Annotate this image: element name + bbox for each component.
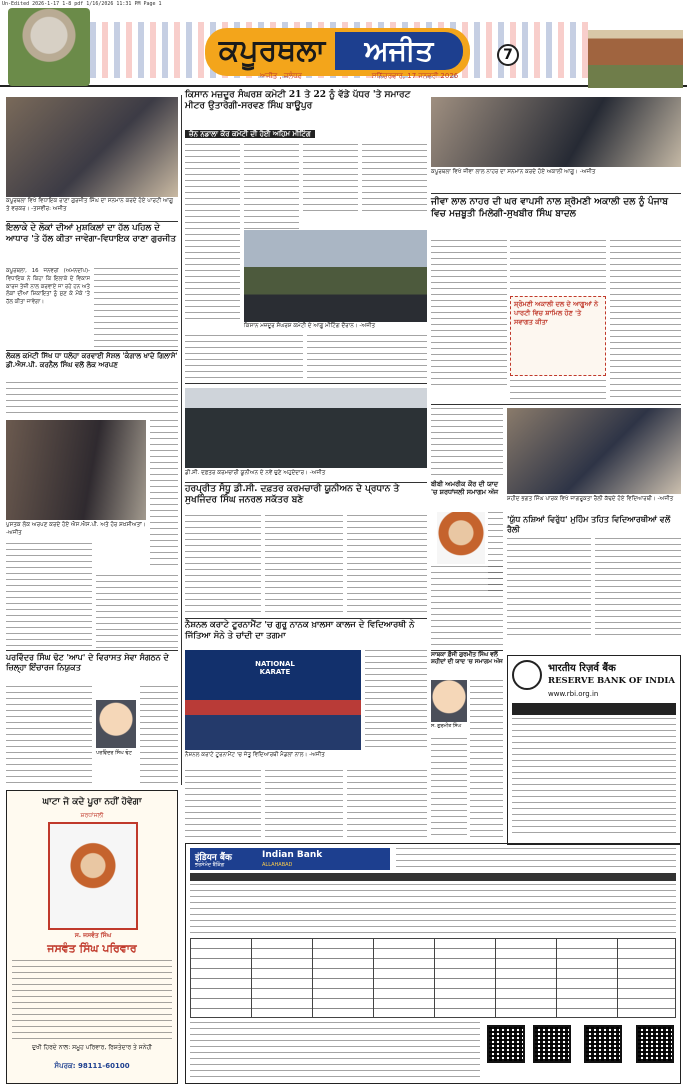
portrait-gurmeet-singh — [431, 680, 467, 722]
story-body — [347, 770, 427, 840]
bank-location: ALLAHABAD — [262, 862, 293, 868]
qr-code-icon — [487, 1025, 525, 1063]
photo-caption: ਕਿਸਾਨ ਮਜ਼ਦੂਰ ਸੰਘਰਸ਼ ਕਮੇਟੀ ਦੇ ਆਗੂ ਮੀਟਿੰਗ ਦੌਰਾਨ। -ਅਜੀਤ — [244, 323, 376, 329]
bank-notice-text — [190, 884, 676, 934]
rbi-title-hindi: भारतीय रिज़र्व बैंक — [548, 663, 616, 674]
story-body — [610, 240, 681, 400]
photo-farmers-meeting — [244, 230, 427, 322]
story-body — [185, 770, 261, 840]
qr-code-icon — [584, 1025, 622, 1063]
brand-city-name: ਕਪੂਰਥਲਾ — [218, 33, 326, 68]
portrait-caption: ਪਰਵਿੰਦਰ ਸਿੰਘ ਢੋਟ — [96, 750, 132, 756]
story-body — [362, 144, 427, 214]
obituary-text — [12, 960, 172, 1040]
rbi-notice-text — [512, 718, 676, 838]
story-headline: ਪਰਵਿੰਦਰ ਸਿੰਘ ਢੋਟ 'ਆਪ' ਦੇ ਵਿਰਾਸਤ ਸੇਵਾ ਸੰਗਠਨ ਦੇ ਜ਼ਿਲ੍ਹਾ ਇੰਚਾਰਜ ਨਿਯੁਕਤ — [6, 652, 169, 672]
story-body — [510, 380, 606, 400]
obituary-name: ਜਸਵੰਤ ਸਿੰਘ ਪਰਿਵਾਰ — [47, 942, 137, 955]
obituary-photo-caption: ਸ. ਜਸਵੰਤ ਸਿੰਘ — [74, 932, 112, 939]
story-body — [185, 335, 303, 380]
photo-caption: ਕਪੂਰਥਲਾ ਵਿਖੇ ਵਿਧਾਇਕ ਰਾਣਾ ਗੁਰਜੀਤ ਸਿੰਘ ਦਾ ਸਨਮਾਨ ਕਰਦੇ ਹੋਏ ਪਾਰਟੀ ਆਗੂ ਤੇ ਵਰਕਰ। -ਤਸਵੀਰ: ਅਜੀਤ — [6, 198, 173, 212]
karate-banner-text: NATIONAL KARATE — [255, 660, 295, 676]
page-number: 7 — [497, 44, 519, 66]
rbi-title-english: RESERVE BANK OF INDIA — [548, 676, 675, 686]
portrait-obituary — [437, 512, 485, 564]
story-headline: ਕਿਸਾਨ ਮਜ਼ਦੂਰ ਸੰਘਰਸ਼ ਕਮੇਟੀ 21 ਤੇ 22 ਨੂੰ ਵੱਡੇ ਪੱਧਰ 'ਤੇ ਸਮਾਰਟ ਮੀਟਰ ਉਤਾਰੇਗੀ-ਸਰਵਣ ਸਿੰਘ ਬਾਊਪੁਰ — [185, 90, 411, 112]
story-headline: ਸਾਬਕਾ ਫ਼ੌਜੀ ਗੁਰਮੀਤ ਸਿੰਘ ਵਲੋਂ ਸ਼ਹੀਦਾਂ ਦੀ ਯਾਦ 'ਚ ਸਮਾਗਮ ਅੱਜ — [431, 652, 503, 666]
story-body — [470, 680, 503, 840]
story-headline: ਇਲਾਕੇ ਦੇ ਲੋਕਾਂ ਦੀਆਂ ਮੁਸ਼ਕਿਲਾਂ ਦਾ ਹੱਲ ਪਹਿਲ ਦੇ ਆਧਾਰ 'ਤੇ ਹੱਲ ਕੀਤਾ ਜਾਵੇਗਾ-ਵਿਧਾਇਕ ਰਾਣਾ ਗੁਰਜੀਤ — [6, 223, 176, 244]
story-body: ਕਪੂਰਥਲਾ, 16 ਜਨਵਰੀ (ਅਮਨਦੀਪ)-ਵਿਧਾਇਕ ਨੇ ਕਿਹਾ ਕਿ ਇਲਾਕੇ ਦੇ ਵਿਕਾਸ ਕਾਰਜ ਤੇਜ਼ੀ ਨਾਲ ਕਰਵਾਏ ਜਾ ਰਹੇ ਹਨ ਅਤੇ ਲੋਕਾਂ ਦੀਆਂ ਸ਼ਿਕਾਇਤਾਂ ਨੂੰ ਸੁਣ ਕੇ ਮੌਕੇ 'ਤੇ ਹੱਲ ਕੀਤਾ ਜਾਵੇਗਾ। — [6, 268, 90, 306]
photo-rally — [507, 408, 681, 494]
brand-newspaper-name: ਅਜੀਤ — [335, 32, 463, 70]
bank-name-hindi: इंडियन बैंक — [195, 853, 232, 863]
story-body-cont — [94, 268, 178, 348]
photo-caption: ਕਪੂਰਥਲਾ ਵਿਖੇ ਜੀਵਾ ਲਾਲ ਨਾਹਰ ਦਾ ਸਨਮਾਨ ਕਰਦੇ ਹੋਏ ਅਕਾਲੀ ਆਗੂ। -ਅਜੀਤ — [431, 169, 596, 175]
obituary-subtitle: ਸ਼ਰਧਾਂਜਲੀ — [80, 812, 104, 819]
portrait-parvinder-singh — [96, 700, 136, 748]
story-headline: ਜੀਵਾ ਲਾਲ ਨਾਹਰ ਦੀ ਘਰ ਵਾਪਸੀ ਨਾਲ ਸ਼੍ਰੋਮਣੀ ਅਕਾਲੀ ਦਲ ਨੂੰ ਪੰਜਾਬ ਵਿਚ ਮਜ਼ਬੂਤੀ ਮਿਲੇਗੀ-ਸੁਖਬੀਰ ਸਿੰਘ ਬਾਦਲ — [431, 196, 669, 219]
story-body — [265, 515, 343, 615]
photo-caption: ਨੈਸ਼ਨਲ ਕਰਾਟੇ ਟੂਰਨਾਮੈਂਟ 'ਚ ਜੇਤੂ ਵਿਦਿਆਰਥੀ ਮੈਡਲਾਂ ਨਾਲ। -ਅਜੀਤ — [185, 752, 325, 758]
story-subhead: ਜ਼ੋਨ ਨਡਾਲਾ ਕੋਰ ਕਮੇਟੀ ਦੀ ਹੋਈ ਅਹਿਮ ਮੀਟਿੰਗ — [185, 130, 315, 138]
photo-union-election — [185, 388, 427, 468]
story-body — [6, 686, 92, 786]
story-body — [185, 515, 261, 615]
story-body — [244, 144, 299, 229]
story-headline: ਨੈਸ਼ਨਲ ਕਰਾਟੇ ਟੂਰਨਾਮੈਂਟ 'ਚ ਗੁਰੂ ਨਾਨਕ ਖ਼ਾਲਸਾ ਕਾਲਜ ਦੇ ਵਿਦਿਆਰਥੀ ਨੇ ਜਿੱਤਿਆ ਸੋਨੇ ਤੇ ਚਾਂਦੀ ਦਾ ਤਗਮਾ — [185, 620, 415, 641]
qr-code-icon — [533, 1025, 571, 1063]
bank-address — [396, 848, 676, 870]
rbi-notice-bar — [512, 703, 676, 715]
photo-book-release — [6, 420, 146, 520]
bank-notice-title-bar — [190, 873, 676, 881]
story-body — [431, 566, 503, 646]
photo-caption: ਪੁਸਤਕ ਲੋਕ ਅਰਪਣ ਕਰਦੇ ਹੋਏ ਐਸ.ਐਸ.ਪੀ. ਅਤੇ ਹੋਰ ਸ਼ਖ਼ਸੀਅਤਾਂ। -ਅਜੀਤ — [6, 522, 146, 536]
obituary-contact: ਸੰਪਰਕ: 98111-60100 — [54, 1062, 130, 1070]
story-body — [265, 770, 343, 840]
rbi-url: www.rbi.org.in — [548, 690, 599, 698]
story-headline: 'ਯੁੱਧ ਨਸ਼ਿਆਂ ਵਿਰੁੱਧ' ਮੁਹਿੰਮ ਤਹਿਤ ਵਿਦਿਆਰਥੀਆਂ ਵਲੋਂ ਰੈਲੀ — [507, 514, 671, 534]
story-body — [140, 686, 178, 786]
story-body — [431, 738, 467, 840]
obituary-photo — [48, 822, 138, 930]
story-body — [150, 420, 178, 570]
bank-name-english: Indian Bank — [262, 850, 323, 860]
bank-tagline: ਭਰੋਸੇਮੰਦ ਬੈਂਕਿੰਗ — [195, 862, 225, 868]
story-body — [595, 538, 681, 638]
obituary-footer: ਦੁਖੀ ਹਿਰਦੇ ਨਾਲ: ਸਮੂਹ ਪਰਿਵਾਰ, ਰਿਸ਼ਤੇਦਾਰ ਤੇ ਸਨੇਹੀ — [31, 1044, 152, 1051]
rbi-logo-icon — [512, 660, 542, 690]
portrait-caption: ਸ. ਗੁਰਮੀਤ ਸਿੰਘ — [431, 724, 462, 729]
obit-headline: ਬੀਬੀ ਅਮਰੀਕ ਕੌਰ ਦੀ ਯਾਦ 'ਚ ਸ਼ਰਧਾਂਜਲੀ ਸਮਾਗਮ ਅੱਜ — [431, 480, 499, 497]
story-body — [6, 543, 92, 648]
story-body — [507, 538, 591, 638]
qr-code-icon — [636, 1025, 674, 1063]
story-body — [510, 240, 606, 292]
story-body — [185, 144, 240, 322]
story-body — [431, 408, 503, 478]
photo-mla-felicitation — [6, 97, 178, 197]
photo-caption: ਡੀ.ਸੀ. ਦਫ਼ਤਰ ਕਰਮਚਾਰੀ ਯੂਨੀਅਨ ਦੇ ਨਵੇਂ ਚੁਣੇ ਅਹੁਦੇਦਾਰ। -ਅਜੀਤ — [185, 470, 326, 476]
edition-meta: ਅਜੀਤ , ਜਲੰਧਰ — [260, 72, 302, 80]
print-slug: Un-Edited 2026-1-17 1-8 pdf 1/16/2026 11:31 PM Page 1 — [2, 1, 162, 7]
story-headline: ਲੋਕਲ ਕਮੇਟੀ ਸਿੱਖ ਧਾ ਧਲੋਹਾ ਕਰਵਾਈ ਸੋਸ਼ਲ 'ਕੰਗਾਲ ਖਾਦੇ ਗਿਲਾਸੇ' ਡੀ.ਐਸ.ਪੀ. ਕਰਨੈਲ ਸਿੰਘ ਵਲੋਂ ਲੋਕ ਅਰਪਣ — [6, 351, 178, 369]
photo-caption: ਸ਼ਹੀਦ ਭਗਤ ਸਿੰਘ ਪਾਰਕ ਵਿਖੇ ਜਾਗਰੂਕਤਾ ਰੈਲੀ ਕੱਢਦੇ ਹੋਏ ਵਿਦਿਆਰਥੀ। -ਅਜੀਤ — [507, 496, 674, 502]
story-body — [431, 240, 507, 390]
story-headline: ਹਰਪ੍ਰੀਤ ਸੰਧੂ ਡੀ.ਸੀ. ਦਫ਼ਤਰ ਕਰਮਚਾਰੀ ਯੂਨੀਅਨ ਦੇ ਪ੍ਰਧਾਨ ਤੇ ਸੁਖਜਿੰਦਰ ਸਿੰਘ ਜਨਰਲ ਸਕੱਤਰ ਬਣੇ — [185, 484, 400, 506]
story-body — [96, 575, 178, 648]
issue-date: ਸ਼ਨਿੱਚਰਵਾਰ, 17 ਜਨਵਰੀ 2026 — [371, 72, 459, 80]
story-body — [303, 144, 358, 214]
photo-jeeva-lal-nahar — [431, 97, 681, 167]
heritage-building-image-left — [8, 8, 90, 86]
story-body — [6, 382, 178, 418]
story-body — [365, 650, 427, 750]
pull-quote: ਸ਼੍ਰੋਮਣੀ ਅਕਾਲੀ ਦਲ ਦੇ ਆਗੂਆਂ ਨੇ ਪਾਰਟੀ ਵਿਚ ਸ਼ਾਮਿਲ ਹੋਣ 'ਤੇ ਸਵਾਗਤ ਕੀਤਾ — [514, 300, 599, 327]
story-body — [307, 335, 427, 380]
heritage-building-image-right — [588, 30, 683, 88]
obituary-title: ਘਾਟਾ ਜੋ ਕਦੇ ਪੂਰਾ ਨਹੀਂ ਹੋਵੇਗਾ — [42, 797, 142, 807]
bank-notice-table — [190, 938, 676, 1018]
story-body — [347, 515, 427, 615]
bank-notice-text — [190, 1022, 480, 1080]
